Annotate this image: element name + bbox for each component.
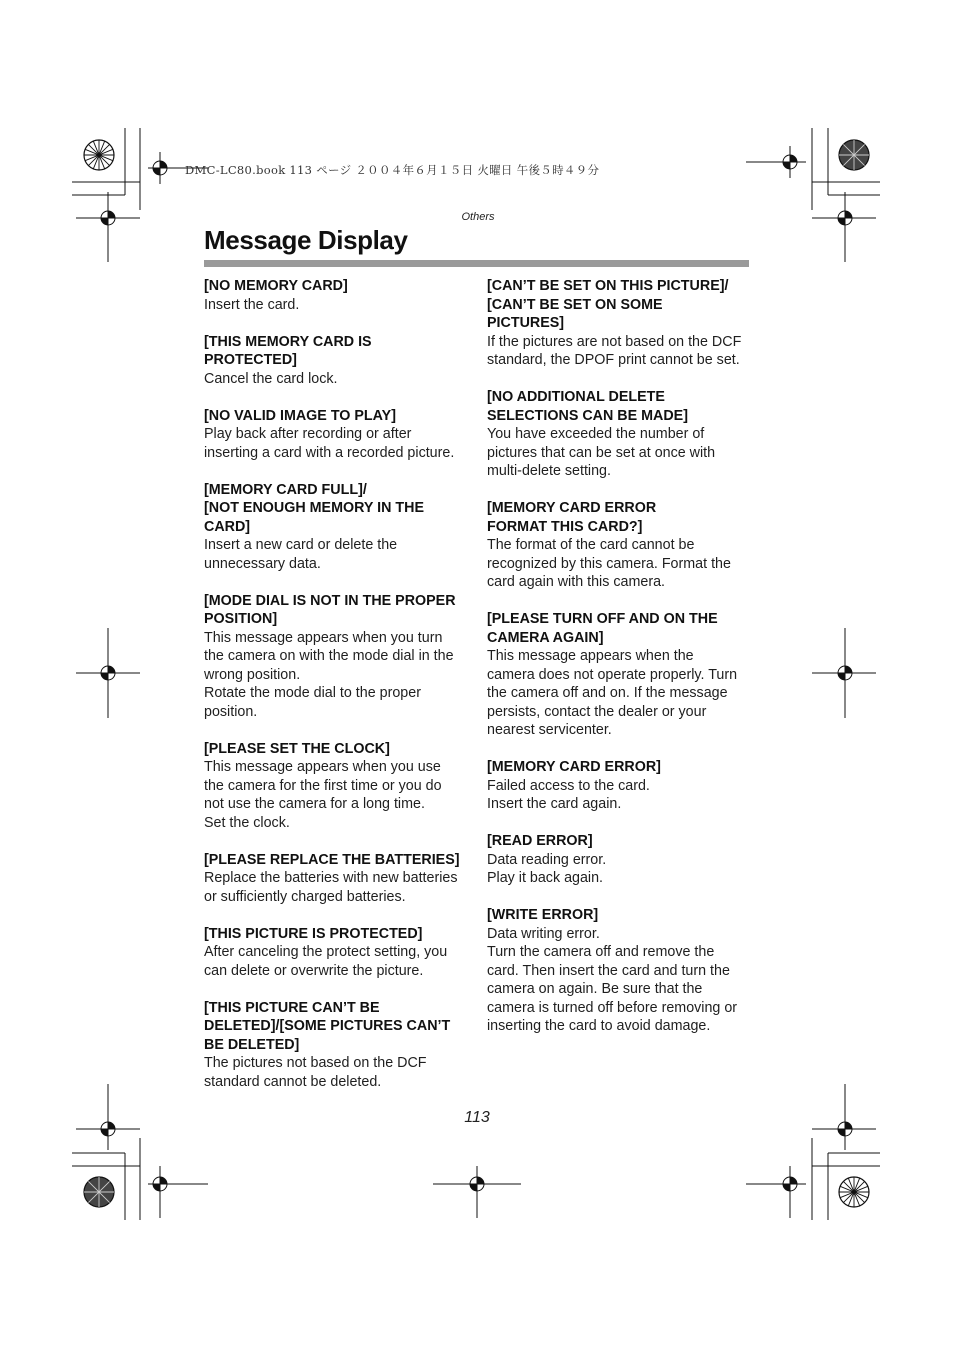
message-heading: [THIS PICTURE CAN’T BE <box>204 999 380 1016</box>
message-heading: [NOT ENOUGH MEMORY IN THE <box>204 500 425 516</box>
message-entry <box>204 333 469 389</box>
message-entry <box>487 610 752 740</box>
message-description: recognized by this camera. Format the <box>487 555 731 572</box>
message-entry <box>204 481 469 574</box>
message-description: camera does not operate properly. Turn <box>487 666 738 683</box>
message-heading: CARD] <box>204 518 251 535</box>
message-entry <box>487 499 752 592</box>
message-heading: SELECTIONS CAN BE MADE] <box>487 407 688 424</box>
message-description: Rotate the mode dial to the proper <box>204 685 421 701</box>
printer-slug: DMC-LC80.book 113 ページ ２００４年６月１５日 火曜日 午後５時４９分 <box>185 163 600 177</box>
message-heading: [MODE DIAL IS NOT IN THE PROPER <box>204 592 456 609</box>
message-heading: DELETED]/[SOME PICTURES CAN’T <box>204 1018 451 1034</box>
message-description: Play it back again. <box>487 870 604 886</box>
message-description: Replace the batteries with new batteries <box>204 870 458 886</box>
message-description: Set the clock. <box>204 814 290 831</box>
message-description: standard, the DPOF print cannot be set. <box>487 352 740 368</box>
message-heading: [CAN’T BE SET ON THIS PICTURE]/ <box>487 278 729 294</box>
message-description: the camera off and on. If the message <box>487 685 728 701</box>
starburst-mark-top-right <box>839 140 869 170</box>
page-number: 113 <box>464 1109 490 1126</box>
message-description: inserting a card with a recorded picture. <box>204 444 455 461</box>
message-description: The format of the card cannot be <box>487 537 695 553</box>
message-heading: PROTECTED] <box>204 352 297 368</box>
message-description: card again with this camera. <box>487 574 665 590</box>
message-heading: [NO MEMORY CARD] <box>204 278 348 294</box>
message-heading: [PLEASE SET THE CLOCK] <box>204 740 390 757</box>
message-heading: CAMERA AGAIN] <box>487 629 604 646</box>
message-entry <box>204 277 469 314</box>
message-description: card. Then insert the card and turn the <box>487 962 730 979</box>
title-underline-bar <box>204 260 749 267</box>
message-heading: [THIS PICTURE IS PROTECTED] <box>204 925 423 942</box>
message-description: multi-delete setting. <box>487 463 611 479</box>
message-description: unnecessary data. <box>204 555 321 572</box>
message-description: Data reading error. <box>487 851 607 868</box>
message-heading: [THIS MEMORY CARD IS <box>204 333 372 350</box>
message-description: position. <box>204 703 258 720</box>
message-description: pictures that can be set at once with <box>487 444 716 461</box>
message-description: This message appears when the <box>487 648 694 664</box>
message-description: the camera for the first time or you do <box>204 777 442 794</box>
message-heading: [MEMORY CARD ERROR] <box>487 759 661 775</box>
starburst-mark-bottom-left <box>84 1177 114 1207</box>
message-heading: [READ ERROR] <box>487 833 593 849</box>
message-description: After canceling the protect setting, you <box>204 944 448 960</box>
message-heading: PICTURES] <box>487 315 565 331</box>
crosshair-marks <box>76 146 876 1218</box>
message-heading: POSITION] <box>204 611 278 627</box>
message-description: This message appears when you use <box>204 759 441 775</box>
right-column <box>487 277 752 1054</box>
message-entry <box>204 851 469 907</box>
message-description: Insert a new card or delete the <box>204 537 398 553</box>
message-entry <box>487 832 752 888</box>
message-description: The pictures not based on the DCF <box>204 1055 427 1071</box>
message-description: Play back after recording or after <box>204 426 412 442</box>
message-description: Failed access to the card. <box>487 777 650 794</box>
message-description: inserting the card to avoid damage. <box>487 1018 711 1034</box>
message-description: wrong position. <box>204 666 301 683</box>
message-entry <box>487 388 752 481</box>
message-entry <box>204 592 469 722</box>
message-heading: [NO ADDITIONAL DELETE <box>487 389 665 405</box>
message-entry <box>204 999 469 1092</box>
message-description: If the pictures are not based on the DCF <box>487 333 742 350</box>
message-description: or sufficiently charged batteries. <box>204 888 406 905</box>
message-description: standard cannot be deleted. <box>204 1073 382 1090</box>
left-column <box>204 277 469 1110</box>
message-heading: [PLEASE REPLACE THE BATTERIES] <box>204 851 460 868</box>
message-entry <box>487 758 752 814</box>
message-description: camera is turned off before removing or <box>487 999 738 1016</box>
message-description: Cancel the card lock. <box>204 370 338 387</box>
message-description: You have exceeded the number of <box>487 426 705 442</box>
message-heading: [MEMORY CARD FULL]/ <box>204 481 367 498</box>
message-description: not use the camera for a long time. <box>204 796 425 812</box>
message-description: Insert the card. <box>204 296 300 313</box>
message-heading: [CAN’T BE SET ON SOME <box>487 296 663 313</box>
message-description: can delete or overwrite the picture. <box>204 962 424 979</box>
message-heading: FORMAT THIS CARD?] <box>487 518 643 535</box>
message-description: camera on again. Be sure that the <box>487 981 703 997</box>
message-description: Data writing error. <box>487 925 600 942</box>
message-description: Insert the card again. <box>487 796 622 812</box>
message-heading: [WRITE ERROR] <box>487 907 599 923</box>
message-description: persists, contact the dealer or your <box>487 703 707 720</box>
message-entry <box>204 740 469 833</box>
starburst-mark-bottom-right <box>839 1177 869 1207</box>
starburst-mark-top-left <box>84 140 114 170</box>
section-label: Others <box>461 211 495 223</box>
message-entry <box>487 906 752 1036</box>
message-heading: BE DELETED] <box>204 1036 300 1053</box>
message-entry <box>487 277 752 370</box>
message-description: the camera on with the mode dial in the <box>204 648 454 664</box>
message-entry <box>204 925 469 981</box>
message-description: nearest servicenter. <box>487 722 612 738</box>
message-heading: [PLEASE TURN OFF AND ON THE <box>487 611 718 627</box>
page-title: Message Display <box>204 225 408 255</box>
message-entry <box>204 407 469 463</box>
message-description: Turn the camera off and remove the <box>487 944 715 960</box>
message-heading: [NO VALID IMAGE TO PLAY] <box>204 407 396 424</box>
message-description: This message appears when you turn <box>204 629 443 646</box>
message-heading: [MEMORY CARD ERROR <box>487 500 657 516</box>
